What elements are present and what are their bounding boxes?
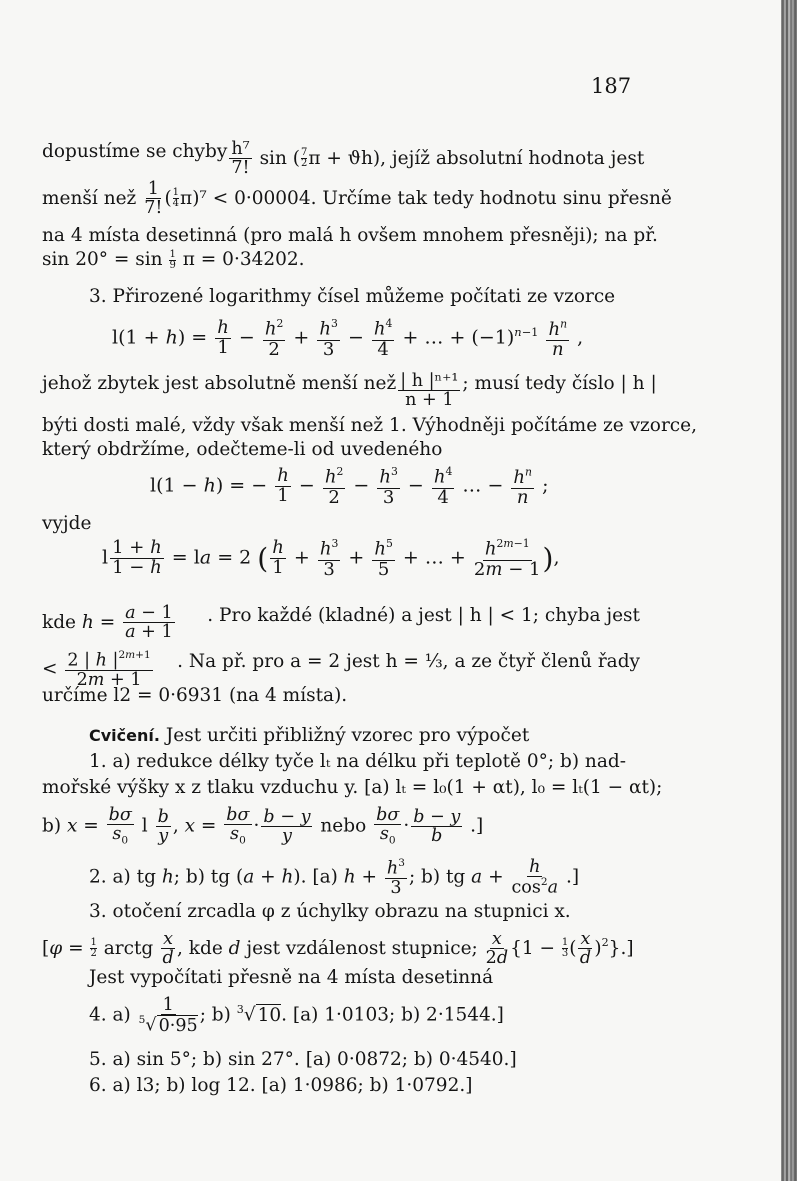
para2-line2: jehož zbytek jest absolutně menší než $\frac{\text{| h |ⁿ⁺¹}}{n + 1}$ ; musí tedy číslo | h | — [42, 371, 657, 411]
formula-log-1-plus-h: l(1 + h) = $\frac{h}{1}$ − $\frac{h^2}{2}$ + $\frac{h^3}{3}$ − $\frac{h^4}{4}$ + … + $(-1)^{n-1}$ $\frac{h^n}{n}$ , — [112, 317, 584, 360]
para1-line2: menší než $\frac{1}{7!}$ ( $\frac{1}{4}$ π)⁷ < 0·00004. Určíme tak tedy hodnotu sinu přesně — [42, 179, 672, 219]
exercise-1-line3: b) x = $\frac{b\sigma}{s_0}$ l $\frac{b}{y}$ , x = $\frac{b\sigma}{s_0}$ · $\frac{b - y}{y}$ nebo $\frac{b\sigma}{s_0}$ · $\frac{b - y}{b}$ .] — [42, 805, 484, 847]
exercise-2: 2. a) tg h; b) tg (a + h). [a) h + $\frac{h^3}{3}$ ; b) tg a + $\frac{h}{\cos^2a}$ .] — [89, 857, 580, 898]
para1-line3: na 4 místa desetinná (pro malá h ovšem mnohem přesněji); na př. — [42, 225, 658, 246]
para2-line6: kde h = $\frac{a - 1}{a + 1}$ . Pro každé (kladné) a jest | h | < 1; chyba jest — [42, 603, 640, 643]
para2-line3: býti dosti malé, vždy však menší než 1. Výhodněji počítáme ze vzorce, — [42, 415, 697, 436]
para2-line5: vyjde — [42, 513, 92, 534]
exercise-3-line1: 3. otočení zrcadla φ z úchylky obrazu na stupnici x. — [89, 901, 571, 922]
para2-line8: určíme l2 = 0·6931 (na 4 místa). — [42, 685, 348, 706]
para2-line7: < $\frac{2 | h |^{2m+1}}{2m + 1}$ . Na př. pro a = 2 jest h = ⅓, a ze čtyř členů řady — [42, 649, 640, 690]
page-number: 187 — [591, 74, 632, 98]
exercise-3-line2: [φ = $\frac{1}{2}$ arctg $\frac{x}{d}$ , kde d jest vzdálenost stupnice; $\frac{x}{2d}$ {1 − $\frac{1}{3}$ ( $\frac{x}{d}$ )$^2$}.] — [42, 929, 634, 969]
para2-line1: 3. Přirozené logarithmy čísel můžeme počítati ze vzorce — [89, 286, 616, 307]
exercises-heading: Cvičení. — [89, 726, 160, 745]
fraction: $\frac{\text{h⁷}}{7!}$ — [231, 139, 250, 179]
exercises-heading-line: Cvičení. Jest určiti přibližný vzorec pro výpočet — [89, 725, 530, 746]
para2-line4: který obdržíme, odečteme-li od uvedeného — [42, 439, 443, 460]
exercise-5: 5. a) sin 5°; b) sin 27°. [a) 0·0872; b) 0·4540.] — [89, 1049, 517, 1070]
para1-line4: sin 20° = sin $\frac{1}{9}$ π = 0·34202. — [42, 248, 305, 271]
exercise-4: 4. a) $\frac{1}{^5√ 0\cdot 95}$ ; b) $^3$√ 10. [a) 1·0103; b) 2·1544.] — [89, 995, 504, 1036]
exercise-1-line2: mořské výšky x z tlaku vzduchu y. [a) lₜ = l₀(1 + αt), l₀ = lₜ(1 − αt); — [42, 777, 663, 798]
exercises-intro-2: Jest vypočítati přesně na 4 místa desetinná — [89, 967, 494, 988]
book-binding-edge — [781, 0, 797, 1181]
formula-log-1-minus-h: l(1 − h) = − $\frac{h}{1}$ − $\frac{h^2}{2}$ − $\frac{h^3}{3}$ − $\frac{h^4}{4}$ … − $\frac{h^n}{n}$ ; — [150, 465, 549, 508]
fraction: $\frac{\text{| h |ⁿ⁺¹}}{n + 1}$ — [400, 371, 459, 411]
error-term: $\frac{\text{h⁷}}{7!}$ sin ( $\frac{7}{2}$ π + ϑh), jejíž absolutní hodnota jest — [231, 139, 645, 179]
fraction: $\frac{1}{7!}$ — [144, 179, 163, 219]
para1-line1: dopustíme se chyby $\frac{\text{h⁷}}{7!}$ sin ( $\frac{7}{2}$ π + ϑh), jejíž absolutní hodnota jest — [42, 139, 645, 179]
exercise-6: 6. a) l3; b) log 12. [a) 1·0986; b) 1·0792.] — [89, 1075, 473, 1096]
formula-log-a: l $\frac{1 + h}{1 - h}$ = la = 2 ( $\frac{h}{1}$ + $\frac{h^3}{3}$ + $\frac{h^5}{5}$ + … + $\frac{h^{2m-1}}{2m - 1}$ ), — [102, 537, 560, 580]
exercise-1-line1: 1. a) redukce délky tyče lₜ na délku při teplotě 0°; b) nad- — [89, 751, 626, 772]
